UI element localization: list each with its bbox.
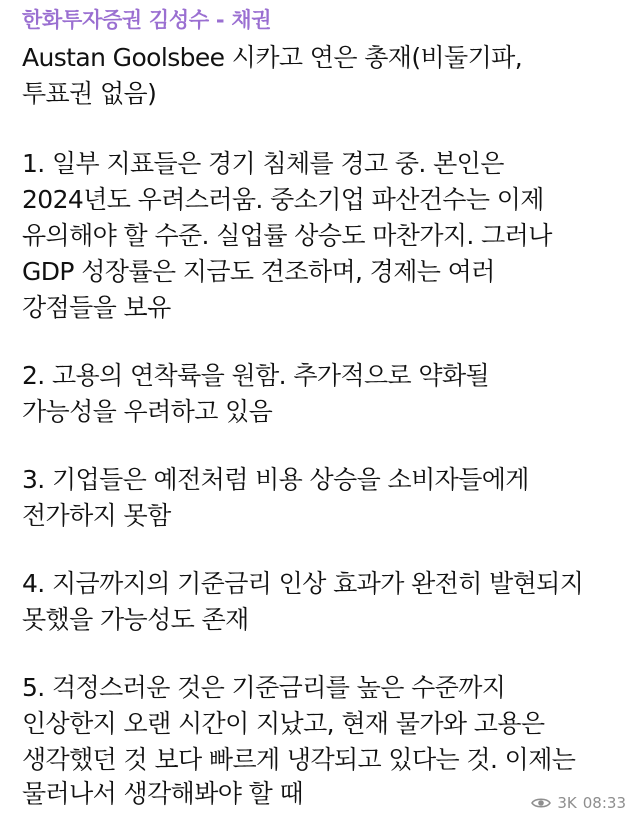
view-count: 3K: [557, 794, 577, 812]
message-line: 강점들을 보유: [22, 293, 171, 322]
message-line: GDP 성장률은 지금도 견조하며, 경제는 여러: [22, 257, 495, 286]
message-line: 못했을 가능성도 존재: [22, 605, 249, 634]
message-line: 가능성을 우려하고 있음: [22, 397, 273, 426]
message-line: 5. 걱정스러운 것은 기준금리를 높은 수준까지: [22, 673, 506, 702]
eye-icon: [531, 796, 551, 810]
message-line: 2. 고용의 연착륙을 원함. 추가적으로 약화될: [22, 361, 490, 390]
message-line: Austan Goolsbee 시카고 연은 총재(비둘기파,: [22, 43, 523, 72]
sender-name[interactable]: 한화투자증권 김성수 - 채권: [22, 8, 272, 32]
message-line: 4. 지금까지의 기준금리 인상 효과가 완전히 발현되지: [22, 569, 584, 598]
message-line: 인상한지 오랜 시간이 지났고, 현재 물가와 고용은: [22, 709, 545, 738]
message-meta: [531, 794, 626, 812]
message-line: 전가하지 못함: [22, 501, 171, 530]
message-line: 물러나서 생각해봐야 할 때: [22, 779, 304, 808]
message-line: 생각했던 것 보다 빠르게 냉각되고 있다는 것. 이제는: [22, 745, 576, 774]
message-line: 2024년도 우려스러움. 중소기업 파산건수는 이제: [22, 185, 544, 214]
message-line: 1. 일부 지표들은 경기 침체를 경고 중. 본인은: [22, 149, 504, 178]
message-time: 08:33: [582, 794, 626, 812]
message-line: 유의해야 할 수준. 실업률 상승도 마찬가지. 그러나: [22, 221, 552, 250]
message-line: 3. 기업들은 예전처럼 비용 상승을 소비자들에게: [22, 465, 529, 494]
message-line: 투표권 없음): [22, 79, 157, 108]
